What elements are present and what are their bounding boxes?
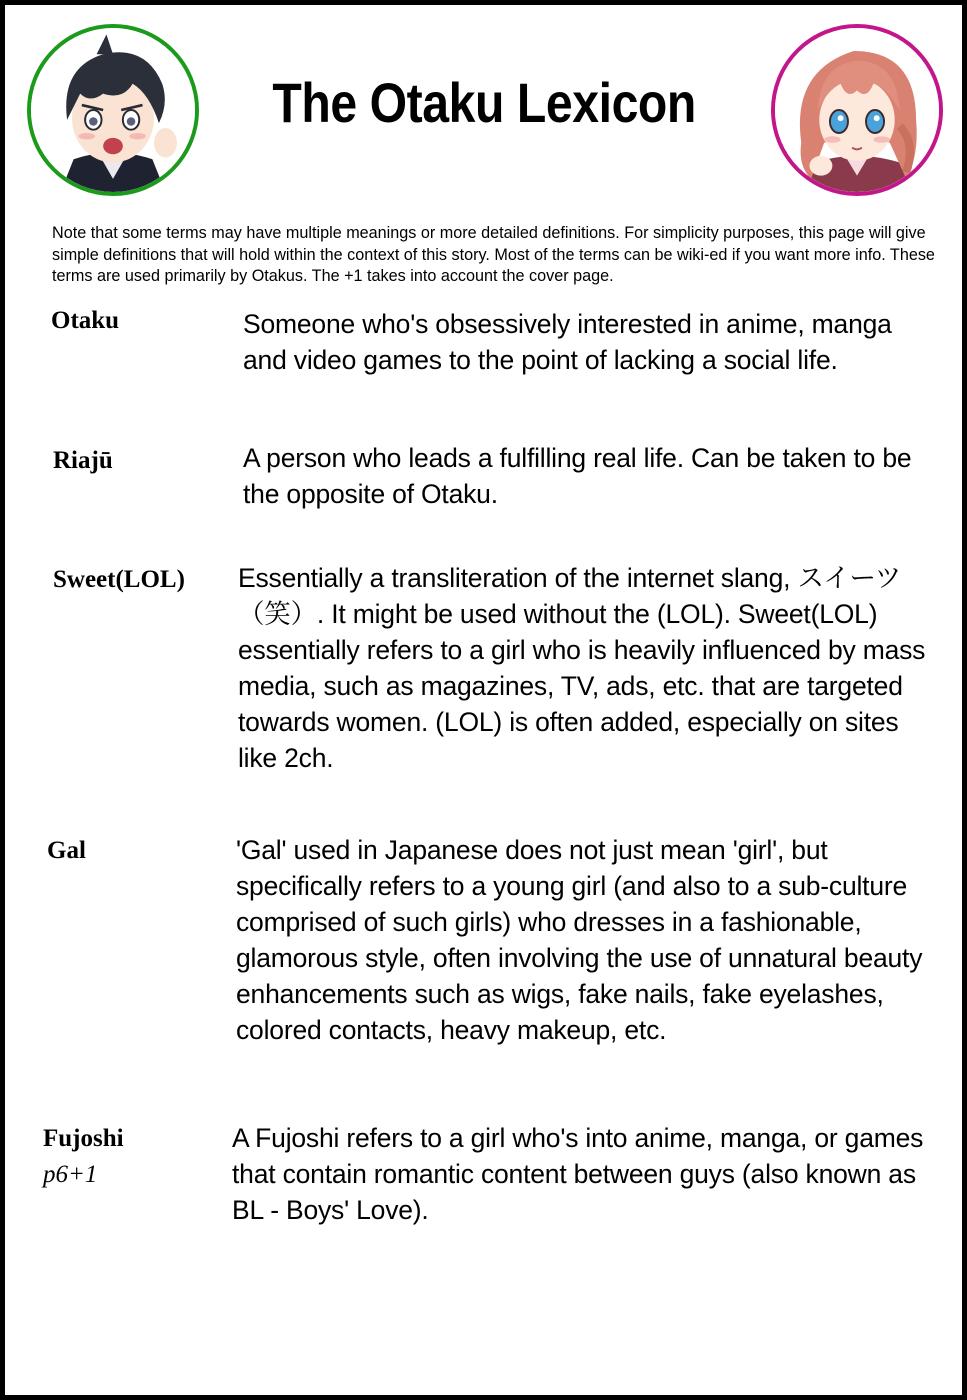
term-gal: Gal — [47, 837, 86, 864]
definition-gal: 'Gal' used in Japanese does not just mean 'girl', but specifically refers to a young girl (and also to a sub-culture comprised of such girls) who dresses in a fashionable, glamorous style, often involving the use of unnatural beauty enhancements such as wigs, fake nails, fake eyelashes, colored contacts, heavy makeup, etc. — [236, 835, 923, 1045]
term-sweet-lol: Sweet(LOL) — [53, 566, 185, 593]
definition-otaku: Someone who's obsessively interested in anime, manga and video games to the point of lacking a social life. — [243, 309, 892, 375]
page-reference: p6+1 — [43, 1161, 98, 1188]
intro-note: Note that some terms may have multiple meanings or more detailed definitions. For simplicity purposes, this page will give simple definitions that will hold within the context of this story. Most of the terms can be wiki-ed if you want more info. These terms are used primarily by Otakus. The +1 takes into account the cover page. — [52, 224, 935, 285]
definition-sweet-lol: Essentially a transliteration of the internet slang, スイーツ（笑）. It might be used without the (LOL). Sweet(LOL) essentially refers to a girl who is heavily influenced by mass media, such as magazines, TV, ads, etc. that are targeted towards women. (LOL) is often added, especially on sites like 2ch. — [238, 563, 926, 773]
definition-riaju: A person who leads a fulfilling real life. Can be taken to be the opposite of Otaku. — [243, 443, 912, 509]
page-title: The Otaku Lexicon — [272, 71, 696, 134]
term-fujoshi: Fujoshi — [43, 1125, 124, 1152]
term-otaku: Otaku — [51, 307, 120, 334]
term-riaju: Riajū — [53, 447, 113, 474]
definition-fujoshi: A Fujoshi refers to a girl who's into anime, manga, or games that contain romantic content between guys (also known as BL - Boys' Love). — [232, 1123, 924, 1225]
